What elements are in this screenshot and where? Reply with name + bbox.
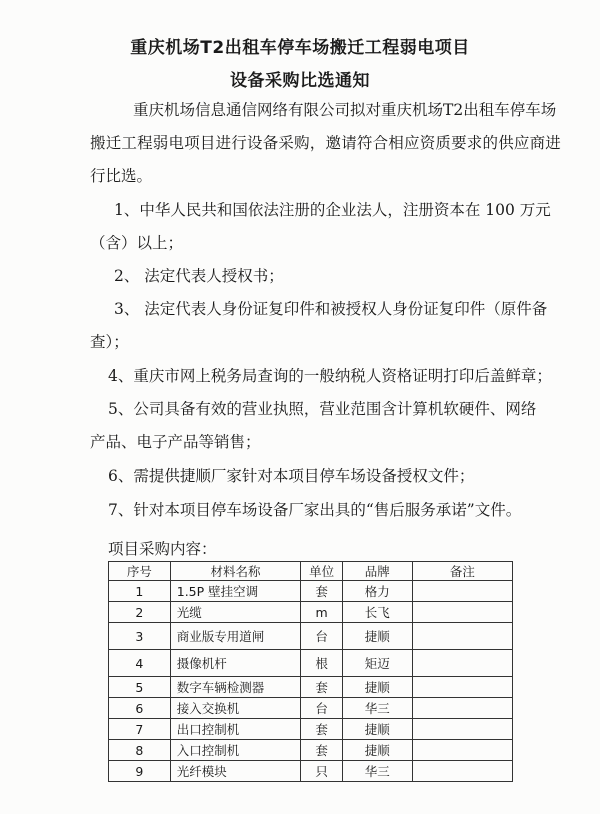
- cell-brand: 捷顺: [342, 623, 412, 650]
- document-subtitle: 设备采购比选通知: [230, 71, 370, 91]
- cell-brand: 华三: [342, 761, 412, 782]
- table-heading: 项目采购内容：: [108, 540, 217, 558]
- cell-unit: 套: [301, 581, 343, 602]
- table-row: [109, 740, 513, 761]
- cell-remark: [412, 719, 512, 740]
- requirement-1-line-1: 1、中华人民共和国依法注册的企业法人，注册资本在 100 万元: [114, 201, 551, 219]
- table-row: [109, 623, 513, 650]
- cell-material: 出口控制机: [170, 719, 301, 740]
- intro-line-3: 行比选。: [90, 167, 153, 185]
- cell-material: 数字车辆检测器: [170, 677, 301, 698]
- cell-material: 1.5P 壁挂空调: [170, 581, 301, 602]
- cell-brand: 捷顺: [342, 677, 412, 698]
- requirement-3-line-1: 3、 法定代表人身份证复印件和被授权人身份证复印件（原件备: [114, 300, 548, 318]
- cell-remark: [412, 740, 512, 761]
- table-row: [109, 719, 513, 740]
- requirement-7: 7、针对本项目停车场设备厂家出具的“售后服务承诺”文件。: [108, 501, 522, 519]
- cell-material: 接入交换机: [170, 698, 301, 719]
- requirement-5-line-2: 产品、电子产品等销售；: [90, 433, 261, 451]
- table-row: [109, 698, 513, 719]
- requirement-3-line-2: 查）；: [90, 333, 129, 351]
- table-row: [109, 650, 513, 677]
- cell-material: 光缆: [170, 602, 301, 623]
- cell-material: 光纤模块: [170, 761, 301, 782]
- procurement-table: [108, 561, 513, 782]
- cell-no: 7: [109, 719, 171, 740]
- cell-remark: [412, 623, 512, 650]
- cell-material: 摄像机杆: [170, 650, 301, 677]
- cell-unit: 台: [301, 623, 343, 650]
- header-material: 材料名称: [170, 562, 301, 581]
- table-row: [109, 761, 513, 782]
- table-row: [109, 602, 513, 623]
- table-header-row: [109, 562, 513, 581]
- cell-material: 商业版专用道闸: [170, 623, 301, 650]
- requirement-6: 6、需提供捷顺厂家针对本项目停车场设备授权文件；: [108, 467, 475, 485]
- cell-no: 1: [109, 581, 171, 602]
- cell-remark: [412, 698, 512, 719]
- document-title: 重庆机场T2出租车停车场搬迁工程弱电项目: [130, 38, 470, 58]
- cell-unit: m: [301, 602, 343, 623]
- cell-brand: 捷顺: [342, 719, 412, 740]
- cell-remark: [412, 602, 512, 623]
- cell-remark: [412, 761, 512, 782]
- cell-unit: 根: [301, 650, 343, 677]
- header-unit: 单位: [301, 562, 343, 581]
- cell-remark: [412, 581, 512, 602]
- intro-line-2: 搬迁工程弱电项目进行设备采购，邀请符合相应资质要求的供应商进: [90, 134, 562, 152]
- cell-remark: [412, 677, 512, 698]
- cell-no: 6: [109, 698, 171, 719]
- requirement-4: 4、重庆市网上税务局查询的一般纳税人资格证明打印后盖鲜章；: [108, 367, 552, 385]
- cell-brand: 华三: [342, 698, 412, 719]
- cell-no: 2: [109, 602, 171, 623]
- cell-brand: 捷顺: [342, 740, 412, 761]
- table-row: [109, 581, 513, 602]
- cell-unit: 台: [301, 698, 343, 719]
- cell-unit: 只: [301, 761, 343, 782]
- cell-no: 8: [109, 740, 171, 761]
- requirement-5-line-1: 5、公司具备有效的营业执照，营业范围含计算机软硬件、网络: [108, 400, 537, 418]
- cell-no: 9: [109, 761, 171, 782]
- cell-material: 入口控制机: [170, 740, 301, 761]
- cell-brand: 矩迈: [342, 650, 412, 677]
- cell-unit: 套: [301, 677, 343, 698]
- requirement-2: 2、 法定代表人授权书；: [114, 267, 284, 285]
- header-remark: 备注: [412, 562, 512, 581]
- cell-remark: [412, 650, 512, 677]
- header-brand: 品牌: [342, 562, 412, 581]
- cell-no: 5: [109, 677, 171, 698]
- cell-brand: 长飞: [342, 602, 412, 623]
- header-no: 序号: [109, 562, 171, 581]
- table-row: [109, 677, 513, 698]
- requirement-1-line-2: （含）以上；: [90, 234, 184, 252]
- table-body: [109, 581, 513, 782]
- cell-no: 4: [109, 650, 171, 677]
- cell-unit: 套: [301, 719, 343, 740]
- intro-line-1: 重庆机场信息通信网络有限公司拟对重庆机场T2出租车停车场: [133, 101, 557, 119]
- cell-brand: 格力: [342, 581, 412, 602]
- cell-unit: 套: [301, 740, 343, 761]
- cell-no: 3: [109, 623, 171, 650]
